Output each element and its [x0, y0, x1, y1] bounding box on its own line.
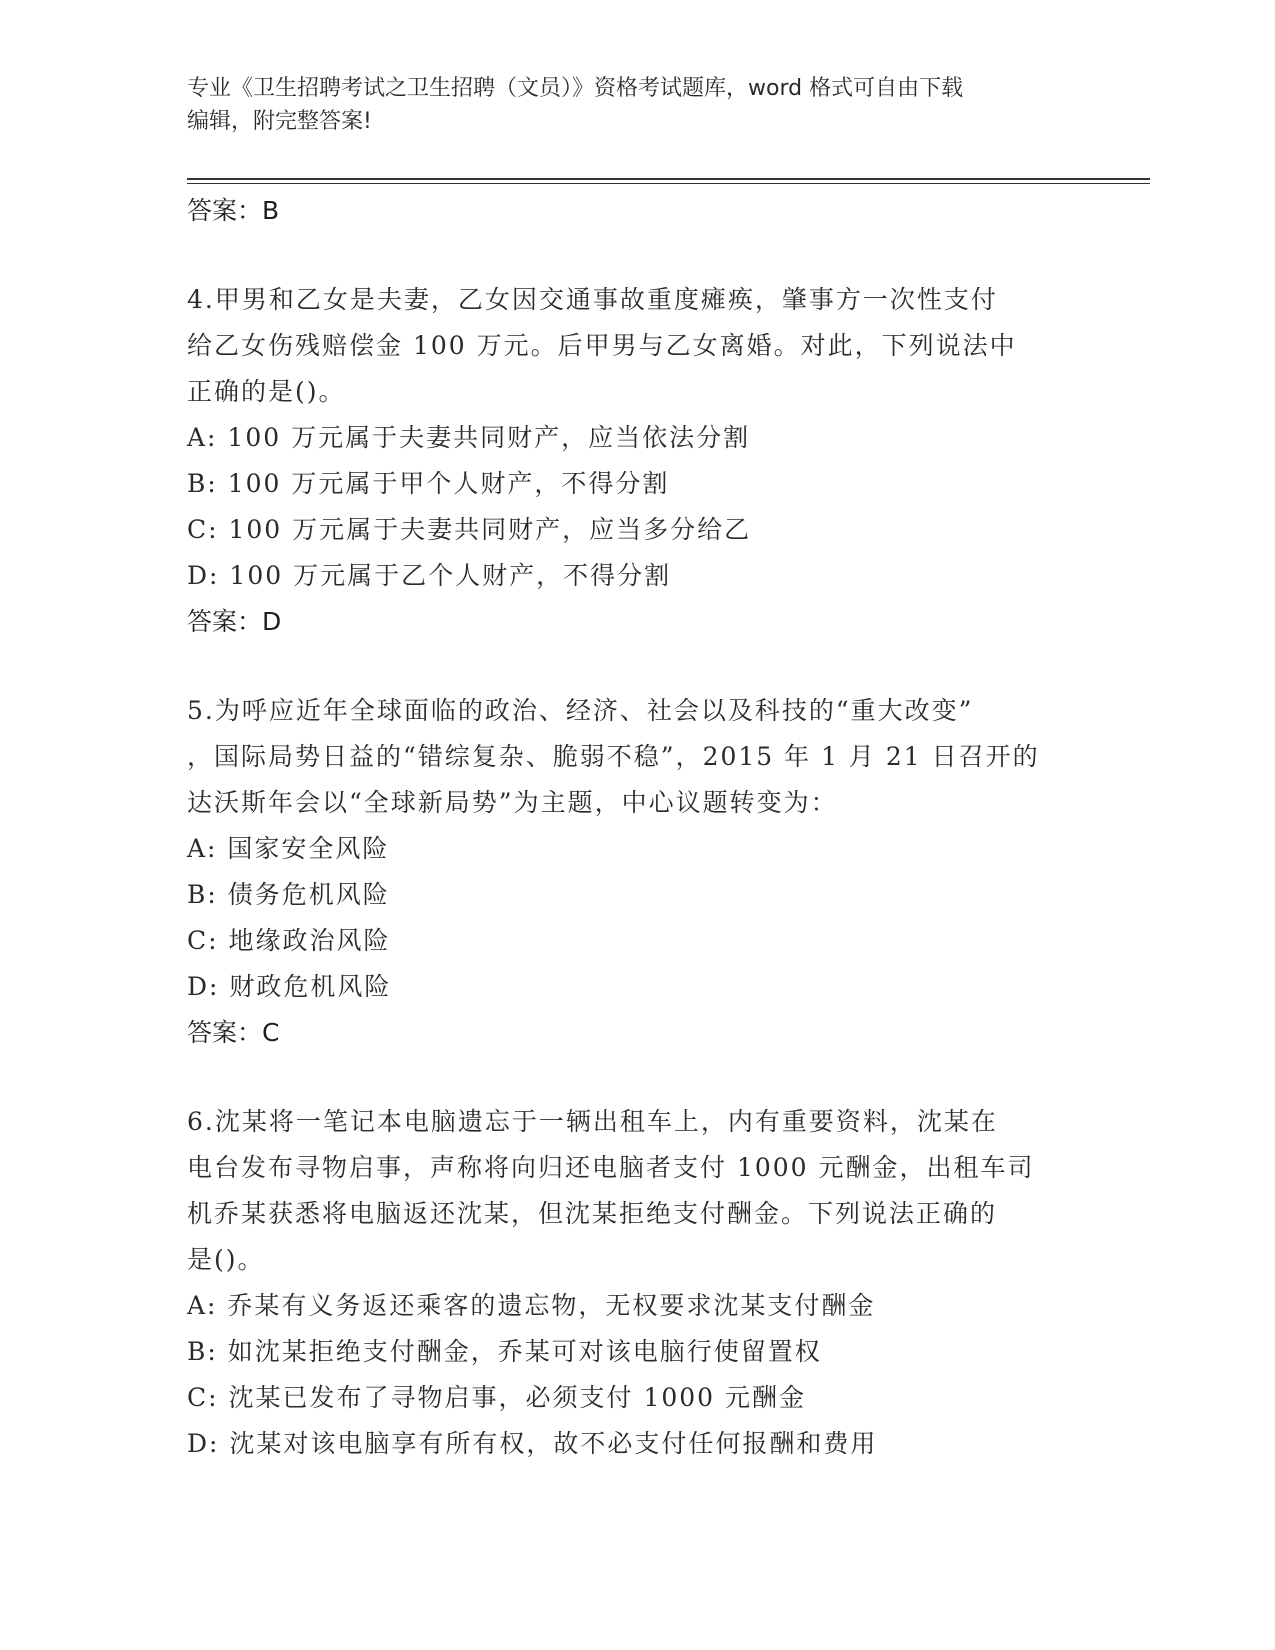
spacer	[187, 234, 1087, 277]
question-5-line-2: ，国际局势日益的“错综复杂、脆弱不稳”，2015 年 1 月 21 日召开的	[187, 742, 1040, 771]
header-divider-thin	[187, 183, 1150, 184]
question-4-option-b: B: 100 万元属于甲个人财产，不得分割	[187, 469, 670, 498]
question-5-option-a: A: 国家安全风险	[187, 834, 390, 863]
question-4-line-1: 4.甲男和乙女是夫妻，乙女因交通事故重度瘫痪，肇事方一次性支付	[187, 285, 998, 314]
question-5-option-c: C: 地缘政治风险	[187, 926, 391, 955]
question-4	[187, 277, 1087, 645]
question-5-option-b: B: 债务危机风险	[187, 880, 390, 909]
question-5-line-3: 达沃斯年会以“全球新局势”为主题，中心议题转变为：	[187, 788, 838, 817]
question-5-option-d: D: 财政危机风险	[187, 972, 392, 1001]
question-5-line-1: 5.为呼应近年全球面临的政治、经济、社会以及科技的“重大改变”	[187, 696, 974, 725]
answer-3: 答案：B	[187, 196, 280, 225]
question-6-option-d: D: 沈某对该电脑享有所有权，故不必支付任何报酬和费用	[187, 1429, 878, 1458]
header-line-2: 编辑，附完整答案!	[187, 109, 372, 134]
answer-4: 答案：D	[187, 607, 282, 636]
question-4-option-c: C: 100 万元属于夫妻共同财产，应当多分给乙	[187, 515, 752, 544]
spacer	[187, 645, 1087, 688]
header-divider	[187, 178, 1150, 180]
question-6-option-a: A: 乔某有义务返还乘客的遗忘物，无权要求沈某支付酬金	[187, 1291, 876, 1320]
question-6-option-c: C: 沈某已发布了寻物启事，必须支付 1000 元酬金	[187, 1383, 807, 1412]
question-4-line-3: 正确的是()。	[187, 377, 346, 406]
header-line-1: 专业《卫生招聘考试之卫生招聘（文员）》资格考试题库，word 格式可自由下载	[187, 76, 964, 101]
document-body	[187, 188, 1087, 1467]
answer-5: 答案：C	[187, 1018, 280, 1047]
question-5	[187, 688, 1087, 1056]
spacer	[187, 1056, 1087, 1099]
question-6-line-3: 机乔某获悉将电脑返还沈某，但沈某拒绝支付酬金。下列说法正确的	[187, 1199, 998, 1228]
question-4-option-a: A: 100 万元属于夫妻共同财产，应当依法分割	[187, 423, 751, 452]
question-4-line-2: 给乙女伤残赔偿金 100 万元。后甲男与乙女离婚。对此，下列说法中	[187, 331, 1017, 360]
question-6-option-b: B: 如沈某拒绝支付酬金，乔某可对该电脑行使留置权	[187, 1337, 822, 1366]
question-6-line-2: 电台发布寻物启事，声称将向归还电脑者支付 1000 元酬金，出租车司	[187, 1153, 1035, 1182]
page-header	[187, 72, 1087, 138]
question-6-line-4: 是()。	[187, 1245, 265, 1274]
question-6	[187, 1099, 1087, 1467]
question-4-option-d: D: 100 万元属于乙个人财产，不得分割	[187, 561, 672, 590]
question-6-line-1: 6.沈某将一笔记本电脑遗忘于一辆出租车上，内有重要资料，沈某在	[187, 1107, 998, 1136]
